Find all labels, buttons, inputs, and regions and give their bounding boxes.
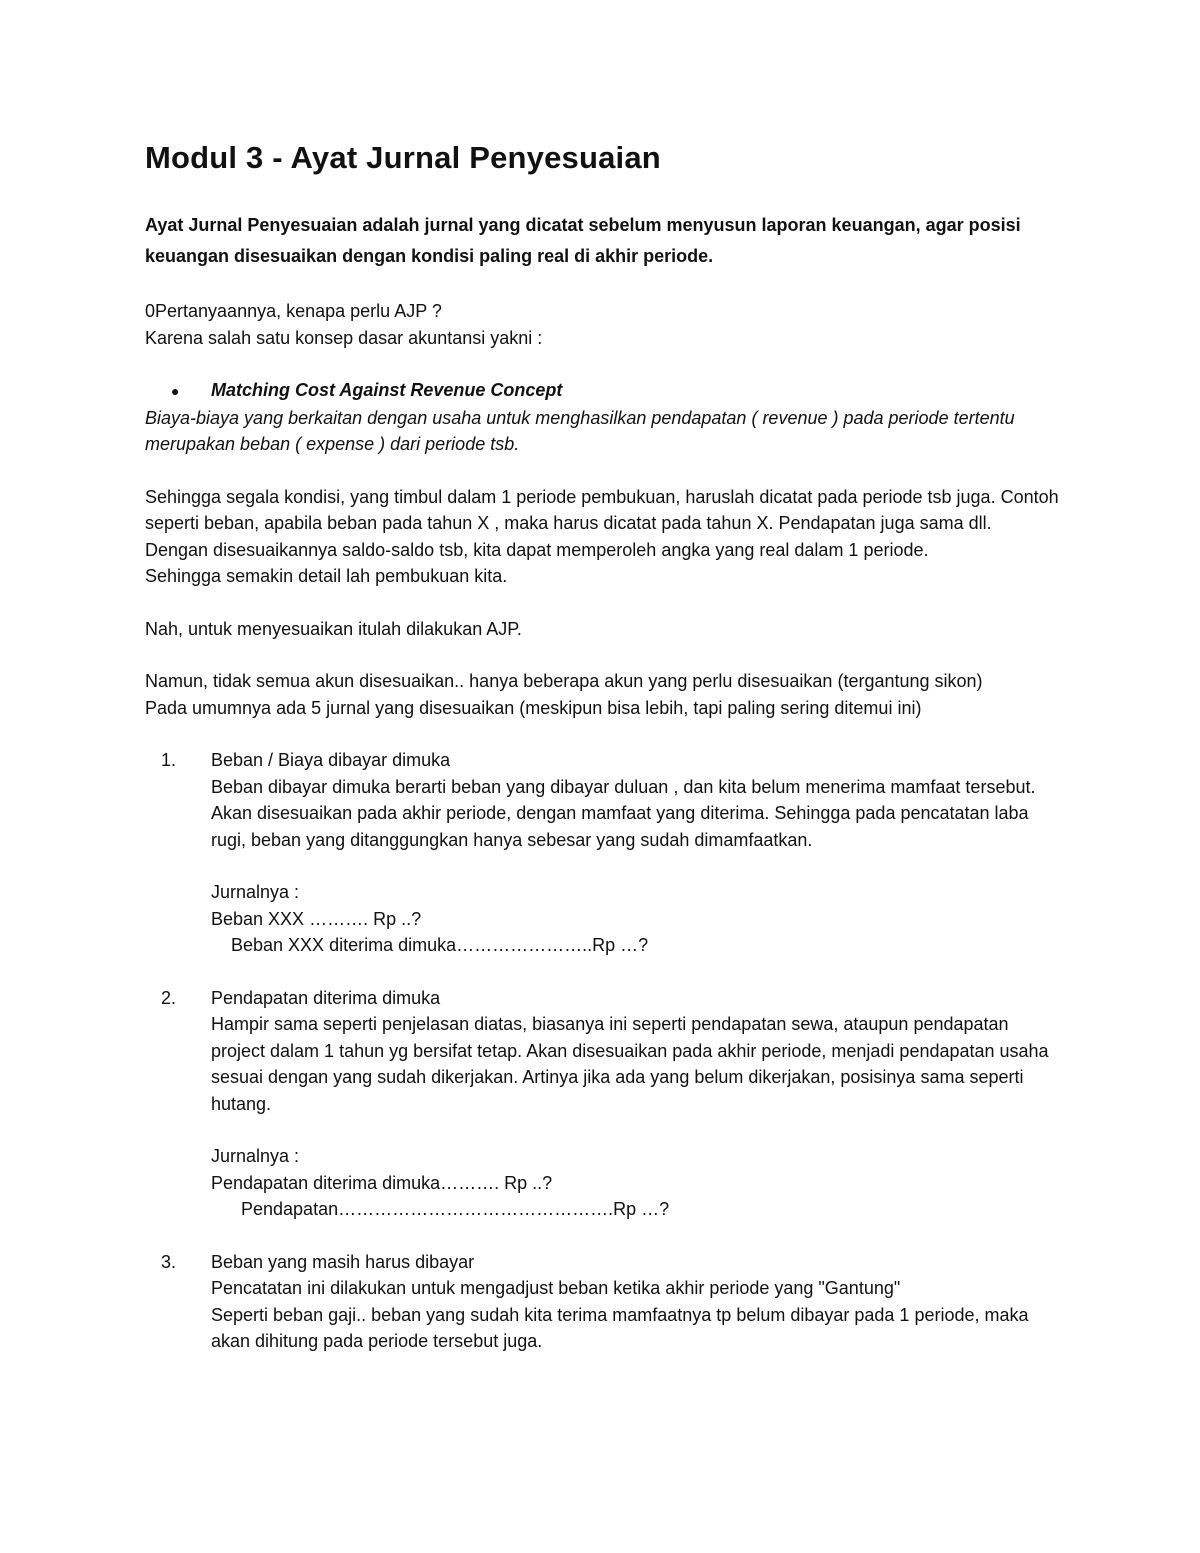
journal-debit: Pendapatan diterima dimuka………. Rp ..? — [211, 1172, 553, 1193]
page-title: Modul 3 - Ayat Jurnal Penyesuaian — [145, 140, 661, 175]
list-number: 1. — [161, 750, 177, 770]
paragraph-2: Nah, untuk menyesuaikan itulah dilakukan AJP. — [145, 618, 522, 639]
list-item — [145, 1249, 1065, 1355]
paragraph-1: Sehingga segala kondisi, yang timbul dalam 1 periode pembukuan, haruslah dicatat pada periode tsb juga. Contoh seperti beban, apabila beban pada tahun X , maka harus dicatat pada tahun X. Pendapatan juga sama dll. — [145, 486, 1059, 533]
question-line: 0Pertanyaannya, kenapa perlu AJP ? — [145, 301, 442, 321]
paragraph-1c: Sehingga semakin detail lah pembukuan kita. — [145, 566, 508, 586]
journal-label: Jurnalnya : — [211, 1146, 300, 1166]
journal-debit: Beban XXX ………. Rp ..? — [211, 908, 422, 929]
list-item — [145, 985, 1065, 1223]
paragraph-1b: Dengan disesuaikannya saldo-saldo tsb, kita dapat memperoleh angka yang real dalam 1 periode. — [145, 539, 929, 560]
document-page — [145, 140, 1065, 1355]
list-number: 3. — [161, 1251, 177, 1272]
item-description: Hampir sama seperti penjelasan diatas, biasanya ini seperti pendapatan sewa, ataupun pendapatan project dalam 1 tahun yg bersifat tetap. Akan disesuaikan pada akhir periode, menjadi pendapatan usaha sesuai dengan yang sudah dikerjakan. Artinya jika ada yang belum dikerjakan, posisinya sama seperti hutang. — [211, 1014, 1049, 1114]
bullet-icon: ● — [171, 383, 180, 399]
intro-paragraph: Ayat Jurnal Penyesuaian adalah jurnal yang dicatat sebelum menyusun laporan keuangan, agar posisi keuangan disesuaikan dengan kondisi paling real di akhir periode. — [145, 215, 1021, 266]
item-title: Pendapatan diterima dimuka — [211, 987, 441, 1008]
concept-bullet — [145, 377, 1065, 405]
item-title: Beban / Biaya dibayar dimuka — [211, 750, 451, 770]
item-title: Beban yang masih harus dibayar — [211, 1251, 475, 1272]
item-description: Akan disesuaikan pada akhir periode, dengan mamfaat yang diterima. Sehingga pada pencatatan laba rugi, beban yang ditanggungkan hanya sebesar yang sudah dimamfaatkan. — [211, 803, 1029, 850]
paragraph-3: Namun, tidak semua akun disesuaikan.. hanya beberapa akun yang perlu disesuaikan (tergantung sikon) — [145, 671, 983, 691]
list-number: 2. — [161, 987, 177, 1008]
item-description: Beban dibayar dimuka berarti beban yang dibayar duluan , dan kita belum menerima mamfaat tersebut. — [211, 776, 1036, 797]
list-item — [145, 747, 1065, 959]
concept-title: Matching Cost Against Revenue Concept — [211, 380, 563, 400]
journal-credit: Pendapatan……………………………………….Rp …? — [241, 1199, 670, 1219]
paragraph-3b: Pada umumnya ada 5 jurnal yang disesuaikan (meskipun bisa lebih, tapi paling sering ditemui ini) — [145, 697, 922, 718]
journal-label: Jurnalnya : — [211, 882, 300, 902]
concept-description: Biaya-biaya yang berkaitan dengan usaha untuk menghasilkan pendapatan ( revenue ) pada periode tertentu merupakan beban ( expense ) dari periode tsb. — [145, 407, 1015, 454]
journal-credit: Beban XXX diterima dimuka…………………..Rp …? — [231, 935, 649, 955]
item-description: Pencatatan ini dilakukan untuk mengadjust beban ketika akhir periode yang "Gantung" — [211, 1278, 901, 1298]
answer-line: Karena salah satu konsep dasar akuntansi yakni : — [145, 327, 543, 348]
item-description: Seperti beban gaji.. beban yang sudah kita terima mamfaatnya tp belum dibayar pada 1 periode, maka akan dihitung pada periode tersebut juga. — [211, 1304, 1029, 1351]
